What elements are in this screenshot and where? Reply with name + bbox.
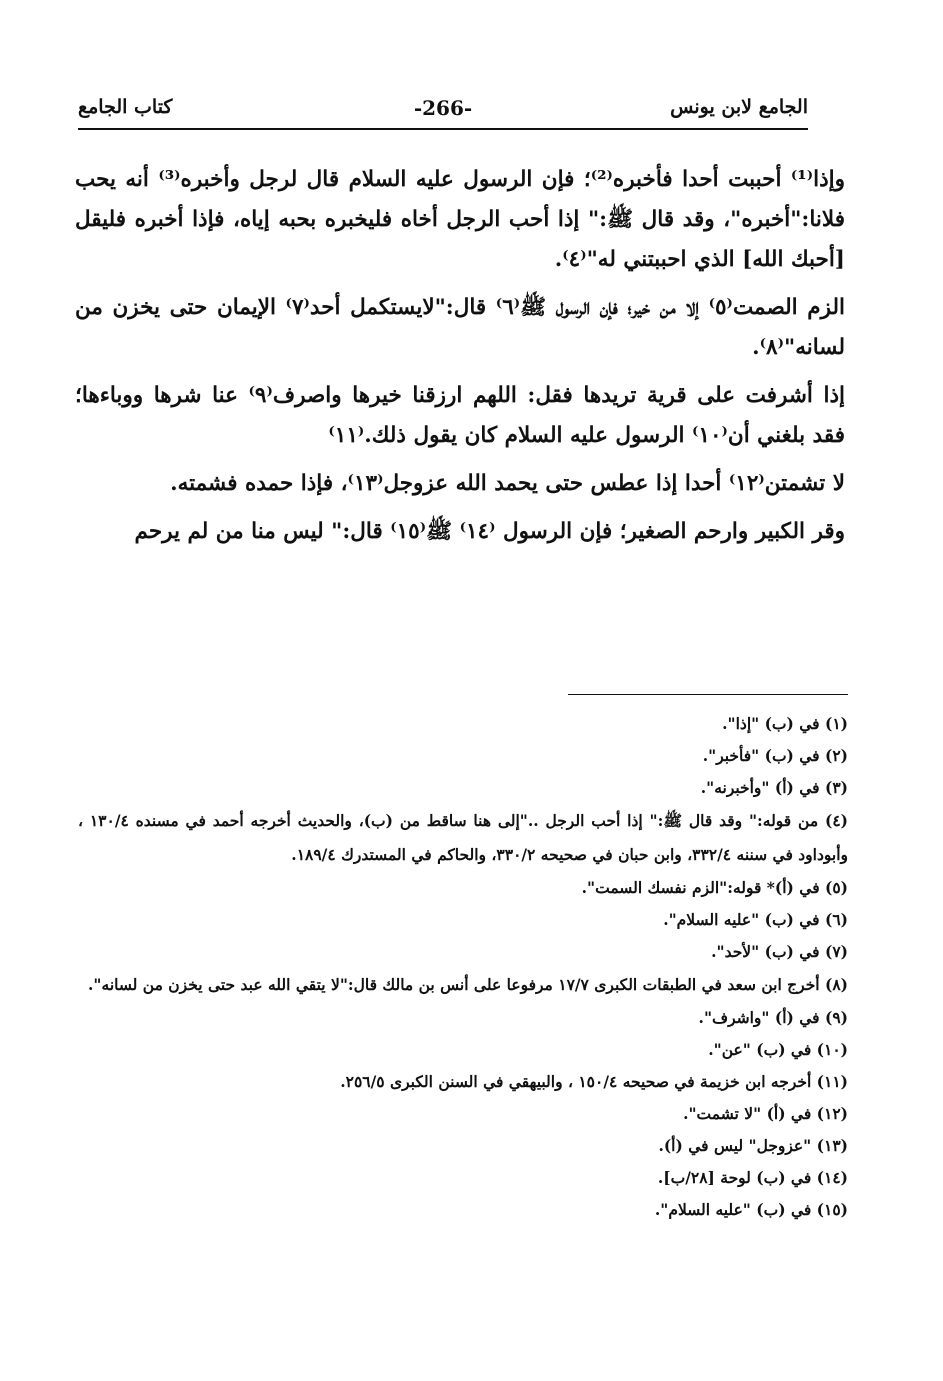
footnotes	[78, 708, 848, 1226]
paragraph: وإذا⁽¹⁾ أحببت أحدا فأخبره⁽²⁾؛ فإن الرسول عليه السلام قال لرجل وأخبره⁽³⁾ أنه يحب فلانا:"أخبره"، وقد قال ﷺ:" إذا أحب الرجل أخاه فليخبره بحبه إياه، فإذا أخبره فليقل [أحبك الله] الذي احببتني له"⁽٤⁾.	[75, 167, 845, 272]
paragraph: لا تشمتن⁽١٢⁾ أحدا إذا عطس حتى يحمد الله عزوجل⁽١٣⁾، فإذا حمده فشمته.	[170, 471, 845, 496]
footnote: (١٣) "عزوجل" ليس في (أ).	[658, 1136, 848, 1155]
footnote: (١٢) في (أ) "لا تشمت".	[683, 1104, 848, 1123]
running-header	[78, 92, 808, 130]
footnote: (٥) في (أ)* قوله:"الزم نفسك السمت".	[581, 878, 848, 897]
footnote: (٨) أخرج ابن سعد في الطبقات الكبرى ١٧/٧ مرفوعا على أنس بن مالك قال:"لا يتقي الله عبد حتى يخزن من لسانه".	[88, 975, 848, 994]
main-text	[75, 160, 845, 560]
page-number: -266-	[413, 96, 473, 120]
footnote: (٣) في (أ) "وأخبرنه".	[700, 778, 848, 797]
footnote: (١٠) في (ب) "عن".	[708, 1040, 848, 1059]
footnote: (١٤) في (ب) لوحة [٢٨/ب].	[657, 1168, 848, 1187]
book-title: الجامع لابن يونس	[670, 96, 808, 118]
footnote-separator	[568, 694, 848, 695]
section-title: كتاب الجامع	[78, 96, 173, 118]
paragraph: وقر الكبير وارحم الصغير؛ فإن الرسول ⁽١٤⁾ ﷺ⁽١٥⁾ قال:" ليس منا من لم يرحم	[134, 519, 845, 544]
footnote: (١١) أخرجه ابن خزيمة في صحيحه ١٥٠/٤ ، والبيهقي في السنن الكبرى ٢٥٦/٥.	[340, 1072, 848, 1091]
footnote: (٢) في (ب) "فأخبر".	[702, 746, 848, 765]
paragraph: إذا أشرفت على قرية تريدها فقل: اللهم ارزقنا خيرها واصرف⁽٩⁾ عنا شرها ووباءها؛ فقد بلغني أن⁽١٠⁾ الرسول عليه السلام كان يقول ذلك.⁽١١⁾	[75, 383, 845, 448]
footnote: (١٥) في (ب) "عليه السلام".	[654, 1200, 848, 1219]
footnote: (٧) في (ب) "لأحد".	[711, 942, 848, 961]
footnote: (٤) من قوله:" وقد قال ﷺ:" إذا أحب الرجل .."إلى هنا ساقط من (ب)، والحديث أخرجه أحمد في مسنده ١٣٠/٤ ، وأبوداود في سننه ٣٣٢/٤، وابن حبان في صحيحه ٣٣٠/٢، والحاكم في المستدرك ١٨٩/٤.	[78, 811, 848, 864]
paragraph: الزم الصمت⁽٥⁾ إلا من خير؛ فإن الرسول ﷺ⁽٦⁾ قال:"لايستكمل أحد⁽٧⁾ الإيمان حتى يخزن من لسانه"⁽٨⁾.	[75, 295, 845, 360]
footnote: (١) في (ب) "إذا".	[722, 714, 848, 733]
footnote: (٩) في (أ) "واشرف".	[698, 1008, 848, 1027]
footnote: (٦) في (ب) "عليه السلام".	[663, 910, 848, 929]
